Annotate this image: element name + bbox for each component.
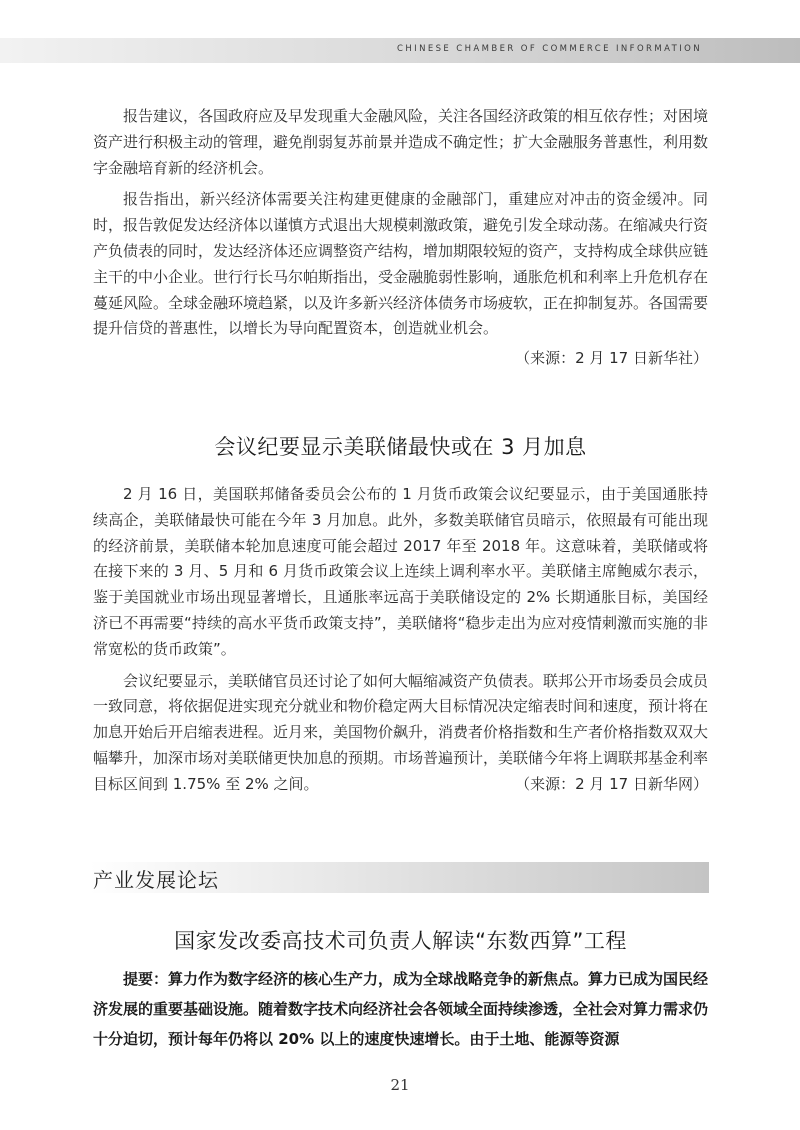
article-1-paragraph: 报告建议，各国政府应及早发现重大金融风险，关注各国经济政策的相互依存性；对困境资产进行积极主动的管理，避免削弱复苏前景并造成不确定性；扩大金融服务普惠性，利用数字金融培育新的经济机会。 — [93, 107, 709, 177]
section-heading-bar — [89, 862, 709, 893]
article-2-title-wrap — [93, 431, 708, 461]
article-2-source: （来源：2 月 17 日新华网） — [515, 774, 708, 793]
article-1-paragraph: 报告指出，新兴经济体需要关注构建更健康的金融部门，重建应对冲击的资金缓冲。同时，报告敦促发达经济体以谨慎方式退出大规模刺激政策，避免引发全球动荡。在缩减央行资产负债表的同时，发达经济体还应调整资产结构，增加期限较短的资产，支持构成全球供应链主干的中小企业。世行行长马尔帕斯指出，受金融脆弱性影响，通胀危机和利率上升危机存在蔓延风险。全球金融环境趋紧，以及许多新兴经济体债务市场疲软，正在抑制复苏。各国需要提升信贷的普惠性，以增长为导向配置资本，创造就业机会。 — [93, 190, 709, 338]
article-2-title: 会议纪要显示美联储最快或在 3 月加息 — [214, 435, 587, 459]
section-heading-label: 产业发展论坛 — [93, 868, 219, 892]
running-header-text: CHINESE CHAMBER OF COMMERCE INFORMATION — [397, 44, 702, 54]
running-header-band — [0, 38, 800, 63]
article-1-source: （来源：2 月 17 日新华社） — [515, 349, 708, 368]
article-2-body — [93, 482, 708, 798]
article-3-title-wrap — [93, 925, 708, 955]
article-1-body — [93, 104, 708, 372]
article-3-abstract: 提要：算力作为数字经济的核心生产力，成为全球战略竞争的新焦点。算力已成为国民经济发展的重要基础设施。随着数字技术向经济社会各领域全面持续渗透，全社会对算力需求仍十分迫切，预计每年仍将以 20% 以上的速度快速增长。由于土地、能源等资源 — [93, 970, 709, 1048]
article-2-paragraph: 2 月 16 日，美国联邦储备委员会公布的 1 月货币政策会议纪要显示，由于美国通胀持续高企，美联储最快可能在今年 3 月加息。此外，多数美联储官员暗示，依照最有可能出现的经济前景，美联储本轮加息速度可能会超过 2017 年至 2018 年。这意味着，美联储或将在接下来的 3 月、5 月和 6 月货币政策会议上连续上调利率水平。美联储主席鲍威尔表示，鉴于美国就业市场出现显著增长，且通胀率远高于美联储设定的 2% 长期通胀目标，美国经济已不再需要“持续的高水平货币政策支持”，美联储将“稳步走出为应对疫情刺激而实施的非常宽松的货币政策”。 — [93, 485, 708, 658]
page-number: 21 — [390, 1076, 410, 1094]
article-2-paragraph-text: 会议纪要显示，美联储官员还讨论了如何大幅缩减资产负债表。联邦公开市场委员会成员一致同意，将依据促进实现充分就业和物价稳定两大目标情况决定缩表时间和速度，预计将在加息开始后开启缩表进程。近月来，美国物价飙升，消费者价格指数和生产者价格指数双双大幅攀升，加深市场对美联储更快加息的预期。市场普遍预计，美联储今年将上调联邦基金利率目标区间到 1.75% 至 2% 之间。 — [93, 671, 709, 793]
article-3-title: 国家发改委高技术司负责人解读“东数西算”工程 — [174, 929, 627, 953]
article-3-abstract-wrap — [93, 964, 708, 1054]
article-2-paragraph-with-source — [93, 669, 708, 798]
